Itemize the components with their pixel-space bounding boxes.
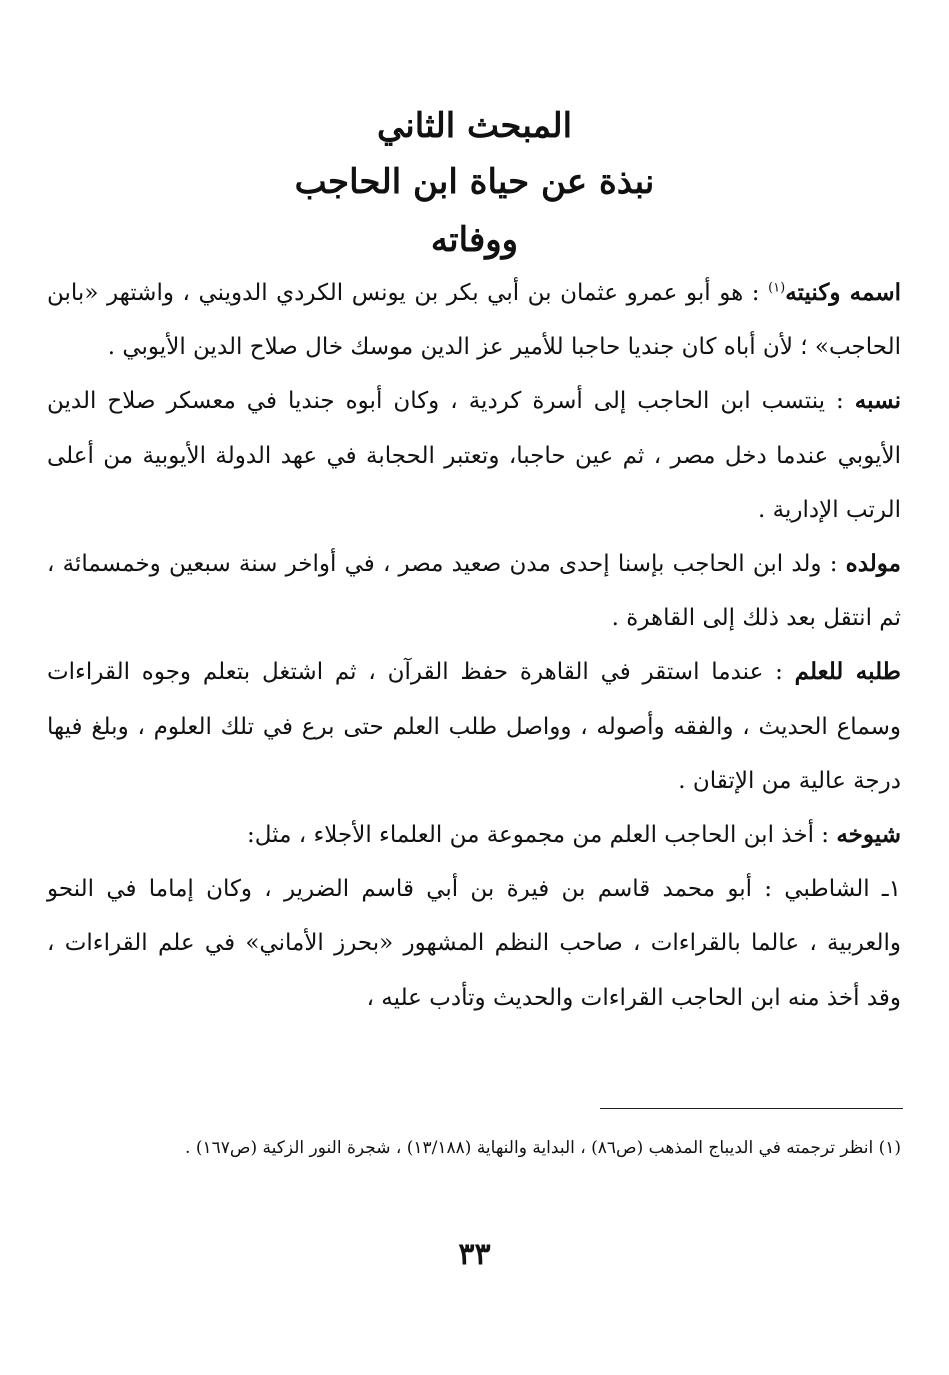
paragraph-text: : عندما استقر في القاهرة حفظ القرآن ، ثم اشتغل بتعلم وجوه القراءات وسماع الحديث ، والفقه وأصوله ، وواصل طلب العلم حتى برع في تلك العلوم ، وبلغ فيها درجة عالية من الإتقان . <box>47 659 901 794</box>
paragraph-lead: شيوخه <box>836 821 901 849</box>
paragraph-lead: اسمه وكنيته <box>785 279 901 306</box>
paragraph-lead: مولده <box>845 550 901 578</box>
paragraph-lead: طلبه للعلم <box>794 658 901 686</box>
section-heading: المبحث الثاني <box>376 106 573 146</box>
paragraph-birth <box>47 537 901 645</box>
paragraph-study <box>47 645 901 808</box>
footnote-divider <box>600 1108 903 1109</box>
paragraph-lead: نسبه <box>854 387 901 415</box>
chapter-title-line-1: نبذة عن حياة ابن الحاجب <box>294 162 655 202</box>
page-number: ٣٣ <box>458 1237 491 1272</box>
paragraph-text: : ولد ابن الحاجب بإسنا إحدى مدن صعيد مصر ، في أواخر سنة سبعين وخمسمائة ، ثم انتقل بعد ذلك إلى القاهرة . <box>47 551 901 632</box>
paragraph-text: ١ـ الشاطبي : أبو محمد قاسم بن فيرة بن أبي قاسم الضرير ، وكان إماما في النحو والعربية ، عالما بالقراءات ، صاحب النظم المشهور «بحرز الأماني» في علم القراءات ، وقد أخذ منه ابن الحاجب القراءات والحديث وتأدب عليه ، <box>47 876 901 1011</box>
paragraph-teacher-1 <box>47 862 901 1025</box>
footnote-reference: (١) <box>768 280 786 296</box>
paragraph-text: : هو أبو عمرو عثمان بن أبي بكر بن يونس الكردي الدويني ، واشتهر «بابن الحاجب» ؛ لأن أباه كان جنديا حاجبا للأمير عز الدين موسك خال صلاح الدين الأيوبي . <box>47 280 901 361</box>
paragraph-lineage <box>47 374 901 537</box>
paragraph-text: : أخذ ابن الحاجب العلم من مجموعة من العلماء الأجلاء ، مثل: <box>247 822 837 849</box>
footnote: (١) انظر ترجمته في الديباج المذهب (ص٨٦) ، البداية والنهاية (١٣/١٨٨) ، شجرة النور الزكية (ص١٦٧) . <box>185 1138 901 1158</box>
paragraph-teachers <box>47 808 901 862</box>
paragraph-text: : ينتسب ابن الحاجب إلى أسرة كردية ، وكان أبوه جنديا في معسكر صلاح الدين الأيوبي عندما دخل مصر ، ثم عين حاجبا، وتعتبر الحجابة في عهد الدولة الأيوبية من أعلى الرتب الإدارية . <box>47 388 901 523</box>
body-text <box>47 266 901 1025</box>
chapter-title-line-2: ووفاته <box>430 220 519 260</box>
paragraph-name <box>47 266 901 374</box>
